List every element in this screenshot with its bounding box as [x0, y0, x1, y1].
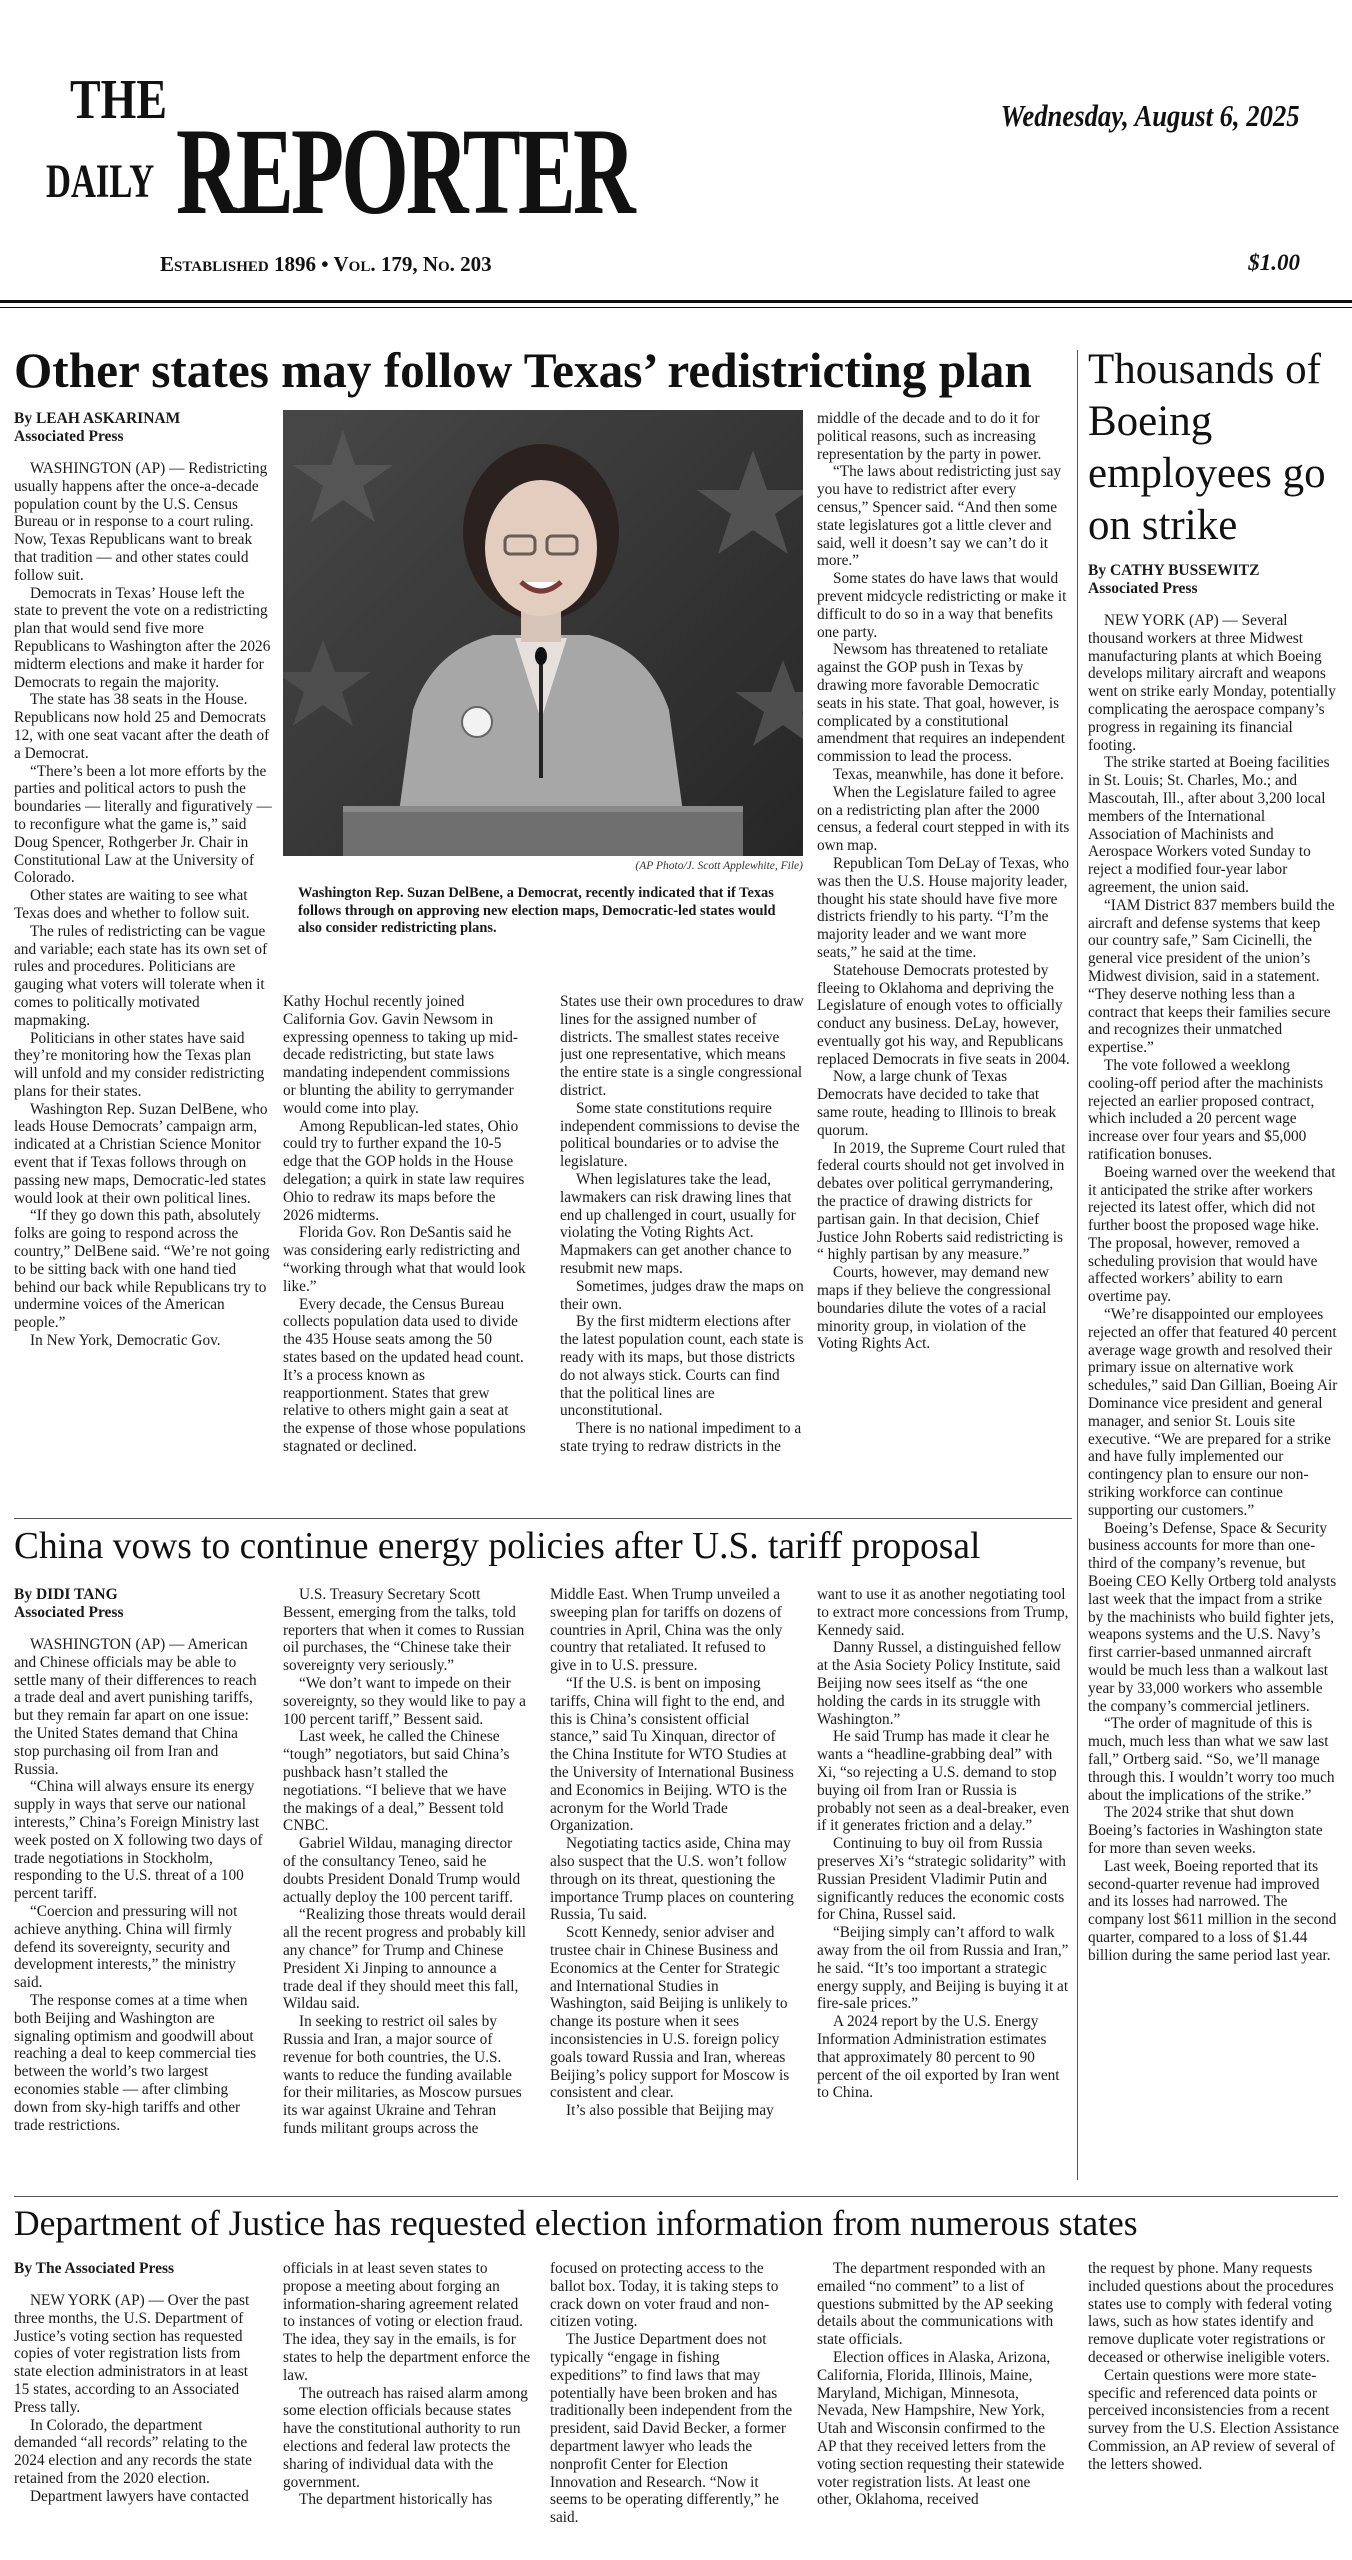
paragraph: Some states do have laws that would prevent midcycle redistricting or make it difficult to do so in a way that benefits one party.: [817, 570, 1067, 641]
paragraph: Danny Russel, a distinguished fellow at the Asia Society Policy Institute, said Beijing now sees itself as “the one holding the cards in its struggle with Washington.”: [817, 1639, 1062, 1728]
china-author: By DIDI TANG: [14, 1586, 118, 1603]
paragraph: Last week, he called the Chinese “tough” negotiators, but said China’s pushback hasn’t stalled the negotiations. “I believe that we have the makings of a deal,” Bessent told CNBC.: [283, 1728, 510, 1835]
paragraph: WASHINGTON (AP) — American and Chinese officials may be able to settle many of their differences to reach a trade deal and avert punishing tariffs, but they remain far apart on one issue: the United States demand that China stop purchasing oil from Iran and Russia.: [14, 1636, 257, 1778]
paragraph: By the first midterm elections after the latest population count, each state is ready with its maps, but those districts do not always stick. Courts can find that the political lines are unconstitutional.: [560, 1313, 804, 1420]
paragraph: Negotiating tactics aside, China may also suspect that the U.S. won’t follow through on its threat, questioning the importance Trump places on countering Russia, Tu said.: [550, 1835, 794, 1924]
issue-price: $1.00: [1248, 250, 1300, 275]
paragraph: Democrats in Texas’ House left the state to prevent the vote on a redistricting plan that would send five more Republicans to Washington after the 2026 midterm elections and make it harder for Democrats to regain the majority.: [14, 584, 271, 691]
paragraph: He said Trump has made it clear he wants a “headline-grabbing deal” with Xi, “so rejecting a U.S. demand to stop buying oil from Iran or Russia is probably not seen as a deal-breaker, even if it generates friction and a delay.”: [817, 1728, 1070, 1835]
paragraph: “There’s been a lot more efforts by the parties and political actors to push the boundaries — literally and figuratively — to reconfigure what the game is,” said Doug Spencer, Rothgerber Jr. Chair in Constitutional Law at the University of Colorado.: [14, 762, 272, 887]
paragraph: Boeing warned over the weekend that it anticipated the strike after workers rejected its latest offer, which did not further boost the proposed wage hike. The proposal, however, removed a scheduling provision that would have affected workers’ ability to earn overtime pay.: [1088, 1163, 1336, 1306]
lead-col-4: [817, 410, 1070, 1560]
paragraph: “The laws about redistricting just say you have to redistrict after every census,” Spencer said. “And then some state legislatures got a little clever and said, well it doesn’t say we can’t do it more.”: [817, 463, 1062, 570]
column-divider: [1077, 350, 1078, 2180]
paragraph: The outreach has raised alarm among some election officials because states have the constitutional authority to run elections and federal law protects the sharing of individual data with the government.: [283, 2384, 528, 2491]
paragraph: Republican Tom DeLay of Texas, who was then the U.S. House majority leader, thought his state should have five more districts friendly to his party. “I’m the majority leader and we want more seats,” he said at the time.: [817, 854, 1070, 961]
lead-col-1: [14, 410, 272, 1560]
lead-col-3: [560, 993, 804, 1563]
paragraph: the request by phone. Many requests included questions about the procedures states use to comply with federal voting laws, such as how states identify and remove duplicate voter registrations or deceased or otherwise ineligible voters.: [1088, 2260, 1334, 2366]
doj-col-5: [1088, 2260, 1340, 2556]
paragraph: Florida Gov. Ron DeSantis said he was considering early redistricting and “working through what that would look like.”: [283, 1224, 526, 1295]
section-rule: [14, 2196, 1338, 2197]
paragraph: The department historically has: [299, 2491, 493, 2509]
paragraph: focused on protecting access to the ballot box. Today, it is taking steps to crack down on voter fraud and non-citizen voting.: [550, 2260, 779, 2331]
lead-col-2: [283, 993, 526, 1563]
masthead-reporter: REPORTER: [176, 103, 633, 240]
paragraph: When legislatures take the lead, lawmakers can risk drawing lines that end up challenged in court, usually for violating the Voting Rights Act. Mapmakers can get another chance to resubmit new maps.: [560, 1170, 796, 1277]
doj-col-2: [283, 2260, 533, 2556]
china-headline: China vows to continue energy policies after U.S. tariff proposal: [14, 1525, 981, 1567]
section-rule: [14, 1518, 1072, 1519]
paragraph: In Colorado, the department demanded “all records” relating to the 2024 election and any records the state retained from the 2020 election.: [14, 2416, 252, 2487]
paragraph: Courts, however, may demand new maps if they believe the congressional boundaries dilute the votes of a racial minority group, in violation of the Voting Rights Act.: [817, 1264, 1052, 1353]
paragraph: NEW YORK (AP) — Several thousand workers at three Midwest manufacturing plants at which Boeing develops military aircraft and weapons went on strike early Monday, potentially complicating the aerospace company’s progress in regaining its financial footing.: [1088, 612, 1336, 754]
paragraph: The 2024 strike that shut down Boeing’s factories in Washington state for more than seven weeks.: [1088, 1804, 1323, 1857]
paragraph: “The order of magnitude of this is much, much less than what we saw last fall,” Ortberg said. “So, we’ll manage through this. I wouldn’t worry too much about the implications of the strike.”: [1088, 1715, 1335, 1804]
masthead-rule-thin: [0, 307, 1352, 308]
china-col-4: [817, 1586, 1070, 2186]
paragraph: U.S. Treasury Secretary Scott Bessent, emerging from the talks, told reporters that when it comes to Russian oil purchases, the “Chinese take their sovereignty very seriously.”: [283, 1586, 525, 1675]
boeing-byline: [1088, 562, 1340, 598]
issue-date: Wednesday, August 6, 2025: [1001, 98, 1300, 133]
china-byline: [14, 1586, 264, 1622]
paragraph: In 2019, the Supreme Court ruled that federal courts should not get involved in debates over political gerrymandering, the practice of drawing districts for partisan gain. In that decision, Chief Justice John Roberts said redistricting is “ highly partisan by any measure.”: [817, 1139, 1066, 1264]
paragraph: WASHINGTON (AP) — Redistricting usually happens after the once-a-decade population count by the U.S. Census Bureau or in response to a court ruling. Now, Texas Republicans want to break that tradition — and other states could follow suit.: [14, 460, 268, 584]
paragraph: The Justice Department does not typically “engage in fishing expeditions” to find laws that may potentially have been broken and has traditionally been independent from the president, said David Becker, a former department lawyer who leads the nonprofit Center for Election Innovation and Research. “Now it seems to be operating differently,” he said.: [550, 2331, 793, 2527]
paragraph: Politicians in other states have said they’re monitoring how the Texas plan will unfold and my consider redistricting plans for their states.: [14, 1029, 265, 1100]
masthead-rule-thick: [0, 300, 1352, 303]
doj-author: By The Associated Press: [14, 2260, 175, 2277]
china-col-3: [550, 1586, 795, 2186]
paragraph: Continuing to buy oil from Russia preserves Xi’s “strategic solidarity” with Russian President Vladimir Putin and significantly reduces the economic costs for China, Russel said.: [817, 1835, 1066, 1924]
paragraph: Every decade, the Census Bureau collects population data used to divide the 435 House seats among the 50 states based on the updated head count. It’s a process known as reapportionment. States that grew relative to others might gain a seat at the expense of those whose populations stagnated or declined.: [283, 1295, 526, 1455]
photo-illustration: [283, 410, 803, 856]
paragraph: “If they go down this path, absolutely folks are going to respond across the country,” DelBene said. “We’re not going to be sitting back with one hand tied behind our back while Republicans try to undermine voices of the American people.”: [14, 1207, 270, 1332]
lead-photo: [283, 410, 803, 856]
masthead: [0, 0, 1352, 310]
china-agency: Associated Press: [14, 1604, 124, 1621]
paragraph: Middle East. When Trump unveiled a sweeping plan for tariffs on dozens of countries in April, China was the only country that retaliated. It refused to give in to U.S. pressure.: [550, 1586, 783, 1675]
lead-byline: [14, 410, 272, 446]
paragraph: “We don’t want to impede on their sovereignty, so they would like to pay a 100 percent tariff,” Bessent said.: [283, 1674, 526, 1728]
lead-agency: Associated Press: [14, 428, 124, 445]
paragraph: The strike started at Boeing facilities in St. Louis; St. Charles, Mo.; and Mascoutah, Ill., after about 3,200 local members of the International Association of Machinists and Aerospace Workers voted Sunday to reject a modified four-year labor agreement, the union said.: [1088, 754, 1330, 896]
paragraph: Boeing’s Defense, Space & Security business accounts for more than one-third of the company’s revenue, but Boeing CEO Kelly Ortberg told analysts last week that the impact from a strike by the machinists who build fighter jets, weapons systems and the U.S. Navy’s first carrier-based unmanned aircraft would be much less than a walkout last year by 33,000 workers who assemble the company’s commercial jetliners.: [1088, 1519, 1337, 1715]
china-col-1: [14, 1586, 264, 2186]
paragraph: The vote followed a weeklong cooling-off period after the machinists rejected an earlier proposed contract, which included a 20 percent wage increase over four years and $5,000 ratification bonuses.: [1088, 1056, 1324, 1163]
paragraph: NEW YORK (AP) — Over the past three months, the U.S. Department of Justice’s voting section has requested copies of voter registration lists from state election administrators in at least 15 states, according to an Associated Press tally.: [14, 2292, 250, 2416]
photo-caption: Washington Rep. Suzan DelBene, a Democrat, recently indicated that if Texas follows through on approving new election maps, Democratic-led states would also consider redistricting plans.: [298, 885, 776, 937]
paragraph: Last week, Boeing reported that its second-quarter revenue had improved and its losses had narrowed. The company lost $611 million in the second quarter, compared to a loss of $1.44 billion during the same period last year.: [1088, 1857, 1337, 1964]
lead-author: By LEAH ASKARINAM: [14, 410, 181, 427]
boeing-author: By CATHY BUSSEWITZ: [1088, 562, 1260, 579]
paragraph: When the Legislature failed to agree on a redistricting plan after the 2000 census, a federal court stepped in with its own map.: [817, 783, 1070, 855]
established-line: Established 1896 • Vol. 179, No. 203: [160, 252, 492, 276]
paragraph: States use their own procedures to draw lines for the assigned number of districts. The smallest states receive just one representative, which means the entire state is a single congressional district.: [560, 993, 804, 1099]
paragraph: The rules of redistricting can be vague and variable; each state has its own set of rules and procedures. Politicians are gauging what voters will tolerate when it comes to politically motivated mapmaking.: [14, 922, 268, 1029]
paragraph: There is no national impediment to a state trying to redraw districts in the: [560, 1420, 802, 1455]
paragraph: Gabriel Wildau, managing director of the consultancy Teneo, said he doubts President Donald Trump would actually deploy the 100 percent tariff.: [283, 1835, 521, 1906]
masthead-the: THE: [70, 69, 167, 131]
paragraph: Among Republican-led states, Ohio could try to further expand the 10-5 edge that the GOP holds in the House delegation; a quirk in state law requires Ohio to redraw its maps before the 2026 midterms.: [283, 1117, 525, 1224]
paragraph: The department responded with an emailed “no comment” to a list of questions submitted by the AP seeking details about the communications with state officials.: [817, 2260, 1054, 2349]
paragraph: Certain questions were more state-specific and referenced data points or perceived inconsistencies from a recent survey from the U.S. Election Assistance Commission, an AP review of several of the letters showed.: [1088, 2366, 1340, 2473]
paragraph: “Beijing simply can’t afford to walk away from the oil from Russia and Iran,” he said. “It’s too important a strategic energy supply, and Beijing is buying it at fire-sale prices.”: [817, 1924, 1069, 2013]
paragraph: Kathy Hochul recently joined California Gov. Gavin Newsom in expressing openness to taking up mid-decade redistricting, but state laws mandating independent commissions or blunting the ability to gerrymander would come into play.: [283, 993, 518, 1117]
paragraph: Statehouse Democrats protested by fleeing to Oklahoma and depriving the Legislature of enough votes to officially conduct any business. DeLay, however, eventually got his way, and Republicans replaced Democrats in five seats in 2004.: [817, 961, 1070, 1068]
paragraph: Texas, meanwhile, has done it before.: [833, 765, 1064, 783]
paragraph: It’s also possible that Beijing may: [566, 2102, 774, 2120]
paragraph: A 2024 report by the U.S. Energy Information Administration estimates that approximately 80 percent to 90 percent of the oil exported by Iran went to China.: [817, 2013, 1060, 2102]
boeing-headline: Thousands of Boeing employees go on strike: [1088, 346, 1326, 549]
paragraph: “If the U.S. is bent on imposing tariffs, China will fight to the end, and this is China’s consistent official stance,” said Tu Xinquan, director of the China Institute for WTO Studies at the University of International Business and Economics in Beijing. WTO is the acronym for the World Trade Organization.: [550, 1674, 794, 1835]
doj-headline: Department of Justice has requested election information from numerous states: [14, 2203, 1138, 2243]
doj-col-4: [817, 2260, 1067, 2556]
paragraph: “Realizing those threats would derail all the recent progress and probably kill any chance” for Trump and Chinese President Xi Jinping to announce a trade deal if they should meet this fall, Wildau said.: [283, 1906, 526, 2013]
paragraph: “Coercion and pressuring will not achieve anything. China will firmly defend its sovereignty, security and development interests,” the ministry said.: [14, 1902, 238, 1992]
paragraph: Department lawyers have contacted: [30, 2487, 249, 2505]
paragraph: Other states are waiting to see what Texas does and whether to follow suit.: [14, 887, 250, 922]
paragraph: want to use it as another negotiating tool to extract more concessions from Trump, Kennedy said.: [817, 1586, 1069, 1639]
masthead-daily: DAILY: [46, 155, 155, 208]
paragraph: “We’re disappointed our employees rejected an offer that featured 40 percent average wage growth and resolved their primary issue on alternative work schedules,” said Dan Gillian, Boeing Air Dominance vice president and general manager, and senior St. Louis site executive. “We are prepared for a strike and have fully implemented our contingency plan to ensure our non-striking workforce can continue supporting our customers.”: [1088, 1306, 1338, 1519]
paragraph: Washington Rep. Suzan DelBene, who leads House Democrats’ campaign arm, indicated at a Christian Science Monitor event that if Texas follows through on passing new maps, Democratic-led states would look at their own political lines.: [14, 1100, 268, 1207]
paragraph: Election offices in Alaska, Arizona, California, Florida, Illinois, Maine, Maryland, Michigan, Minnesota, Nevada, New Hampshire, New York, Utah and Wisconsin confirmed to the AP that they received letters from the voting section requesting their statewide voter registration lists. At least one other, Oklahoma, received: [817, 2348, 1065, 2509]
doj-col-1: [14, 2260, 264, 2556]
paragraph: The response comes at a time when both Beijing and Washington are signaling optimism and goodwill about reaching a deal to keep commercial ties between the world’s two largest economies stable — after climbing down from sky-high tariffs and other trade restrictions.: [14, 1991, 257, 2134]
paragraph: In New York, Democratic Gov.: [30, 1332, 221, 1350]
paragraph: “IAM District 837 members build the aircraft and defense systems that keep our country safe,” Sam Cicinelli, the general vice president of the union’s Midwest division, said in a statement. “They deserve nothing less than a contract that keeps their families secure and recognizes their unmatched expertise.”: [1088, 896, 1335, 1057]
doj-byline: [14, 2260, 264, 2278]
lead-headline: Other states may follow Texas’ redistricting plan: [14, 342, 1032, 398]
paragraph: Newsom has threatened to retaliate against the GOP push in Texas by drawing more favorable Democratic seats in his state. That goal, however, is complicated by a constitutional amendment that requires an independent commission to lead the process.: [817, 641, 1066, 766]
paragraph: officials in at least seven states to propose a meeting about forging an information-sharing agreement related to instances of voting or election fraud. The idea, they say in the emails, is for states to help the department enforce the law.: [283, 2260, 531, 2384]
paragraph: “China will always ensure its energy supply in ways that serve our national interests,” China’s Foreign Ministry last week posted on X following two days of trade negotiations in Stockholm, responding to the U.S. threat of a 100 percent tariff.: [14, 1778, 263, 1903]
paragraph: Scott Kennedy, senior adviser and trustee chair in Chinese Business and Economics at the Center for Strategic and International Studies in Washington, said Beijing is unlikely to change its posture when it sees inconsistencies in U.S. foreign policy goals toward Russia and Iran, whereas Beijing’s policy support for Moscow is consistent and clear.: [550, 1924, 790, 2102]
paragraph: Sometimes, judges draw the maps on their own.: [560, 1277, 804, 1313]
photo-credit: (AP Photo/J. Scott Applewhite, File): [635, 860, 803, 872]
paragraph: The state has 38 seats in the House. Republicans now hold 25 and Democrats 12, with one seat vacant after the death of a Democrat.: [14, 691, 270, 762]
paragraph: Now, a large chunk of Texas Democrats have decided to take that same route, heading to Illinois to break quorum.: [817, 1068, 1057, 1139]
paragraph: middle of the decade and to do it for political reasons, such as increasing representation by the party in power.: [817, 410, 1042, 463]
doj-col-3: [550, 2260, 798, 2556]
china-col-2: [283, 1586, 528, 2186]
boeing-column: [1088, 562, 1340, 2172]
paragraph: Some state constitutions require independent commissions to devise the political boundaries or to advise the legislature.: [560, 1099, 800, 1171]
boeing-agency: Associated Press: [1088, 580, 1198, 597]
paragraph: In seeking to restrict oil sales by Russia and Iran, a major source of revenue for both countries, the U.S. wants to reduce the funding available for their militaries, as Moscow pursues its war against Ukraine and Tehran funds militant groups across the: [283, 2013, 522, 2137]
